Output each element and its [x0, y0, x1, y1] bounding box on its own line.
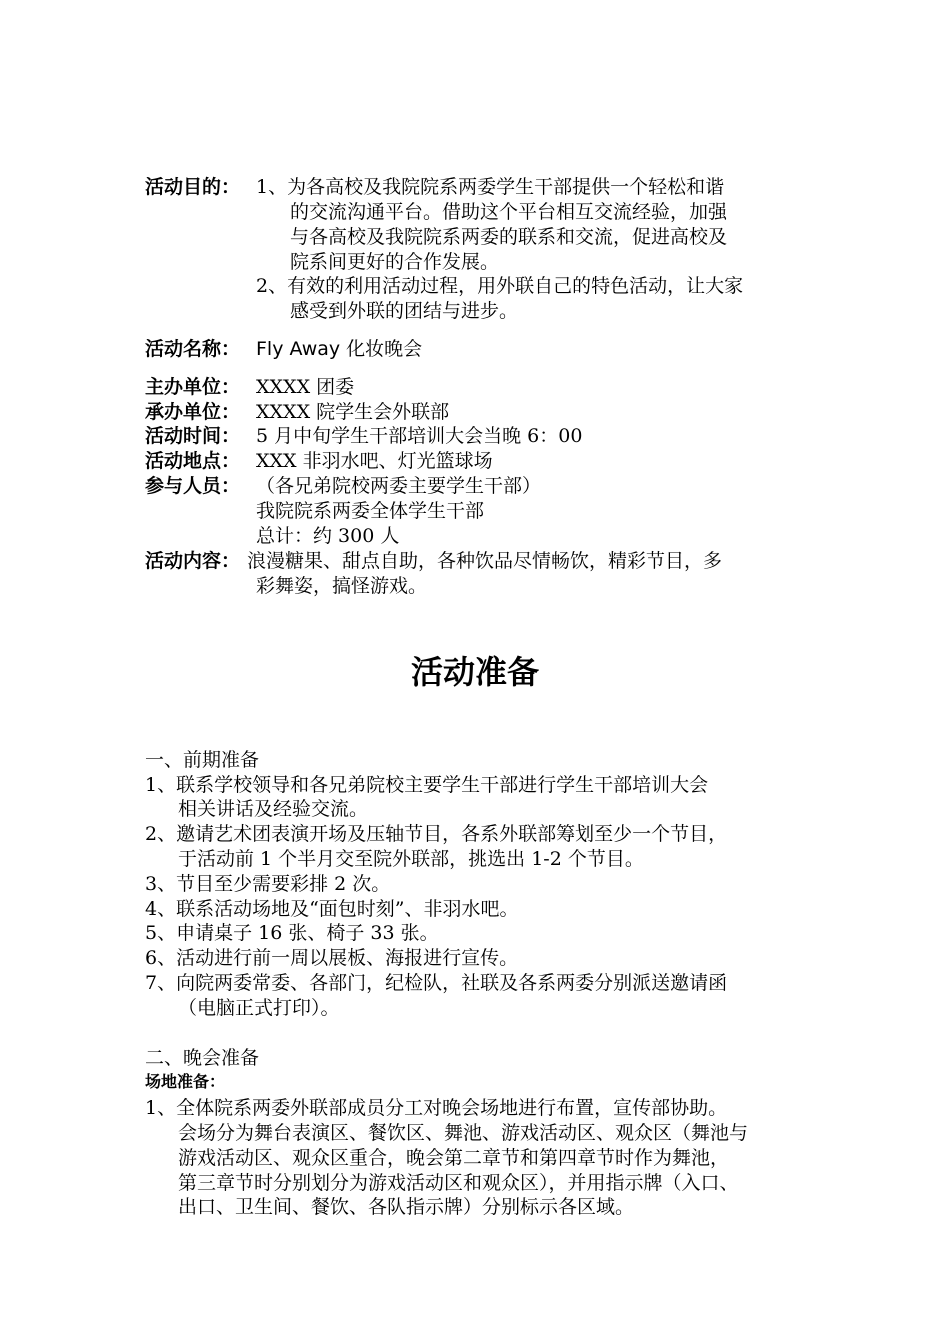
organizer-value: XXXX 院学生会外联部 — [256, 401, 450, 423]
event-name-value: Fly Away 化妆晚会 — [256, 338, 423, 360]
prep-item2-line1: 2、邀请艺术团表演开场及压轴节目，各系外联部筹划至少一个节目， — [145, 823, 728, 845]
prep-item6: 6、活动进行前一周以展板、海报进行宣传。 — [145, 947, 519, 969]
purpose-item2-line1: 2、有效的利用活动过程，用外联自己的特色活动，让大家 — [256, 275, 744, 297]
prep-item7-line2: （电脑正式打印）。 — [178, 997, 340, 1019]
time-value: 5 月中旬学生干部培训大会当晚 6：00 — [256, 425, 583, 447]
content-line2: 彩舞姿，搞怪游戏。 — [256, 575, 428, 597]
participants-line1: （各兄弟院校两委主要学生干部） — [256, 475, 542, 497]
party-item1-line3: 游戏活动区、观众区重合，晚会第二章节和第四章节时作为舞池， — [178, 1147, 730, 1169]
content-line1: 浪漫糖果、甜点自助，各种饮品尽情畅饮，精彩节目，多 — [247, 550, 723, 572]
event-name-label: 活动名称： — [145, 338, 241, 360]
prep-item1-line1: 1、联系学校领导和各兄弟院校主要学生干部进行学生干部培训大会 — [145, 774, 709, 796]
purpose-item1-line1: 1、为各高校及我院院系两委学生干部提供一个轻松和谐 — [256, 176, 725, 198]
party-item1-line1: 1、全体院系两委外联部成员分工对晚会场地进行布置，宣传部协助。 — [145, 1097, 728, 1119]
participants-label: 参与人员： — [145, 475, 241, 497]
purpose-item1-line3: 与各高校及我院院系两委的联系和交流，促进高校及 — [290, 226, 728, 248]
purpose-item1-line2: 的交流沟通平台。借助这个平台相互交流经验，加强 — [290, 201, 728, 223]
organizer-label: 承办单位： — [145, 401, 241, 423]
prep-item3: 3、节目至少需要彩排 2 次。 — [145, 873, 391, 895]
prep-item1-line2: 相关讲话及经验交流。 — [178, 798, 369, 820]
place-label: 活动地点： — [145, 450, 241, 472]
participants-total: 总计：约 300 人 — [256, 525, 400, 547]
party-item1-line4: 第三章节时分别划分为游戏活动区和观众区），并用指示牌（入口、 — [178, 1172, 739, 1194]
place-value: XXX 非羽水吧、灯光篮球场 — [256, 450, 493, 472]
party-item1-line5: 出口、卫生间、餐饮、各队指示牌）分别标示各区域。 — [178, 1196, 635, 1218]
purpose-item1-line4: 院系间更好的合作发展。 — [290, 251, 500, 273]
venue-subheading: 场地准备： — [145, 1072, 226, 1091]
purpose-item2-line2: 感受到外联的团结与进步。 — [290, 300, 519, 322]
party-heading: 二、晚会准备 — [145, 1047, 260, 1069]
purpose-label: 活动目的： — [145, 176, 241, 198]
prep-item4: 4、联系活动场地及“面包时刻”、非羽水吧。 — [145, 898, 519, 920]
prep-item5: 5、申请桌子 16 张、椅子 33 张。 — [145, 922, 439, 944]
prep-heading: 一、前期准备 — [145, 749, 260, 771]
party-item1-line2: 会场分为舞台表演区、餐饮区、舞池、游戏活动区、观众区（舞池与 — [178, 1122, 749, 1144]
participants-line2: 我院院系两委全体学生干部 — [256, 500, 485, 522]
prep-item7-line1: 7、向院两委常委、各部门，纪检队，社联及各系两委分别派送邀请函 — [145, 972, 728, 994]
time-label: 活动时间： — [145, 425, 241, 447]
host-value: XXXX 团委 — [256, 376, 355, 398]
section-title: 活动准备 — [410, 653, 539, 691]
host-label: 主办单位： — [145, 376, 241, 398]
prep-item2-line2: 于活动前 1 个半月交至院外联部，挑选出 1-2 个节目。 — [178, 848, 644, 870]
content-label: 活动内容： — [145, 550, 241, 572]
